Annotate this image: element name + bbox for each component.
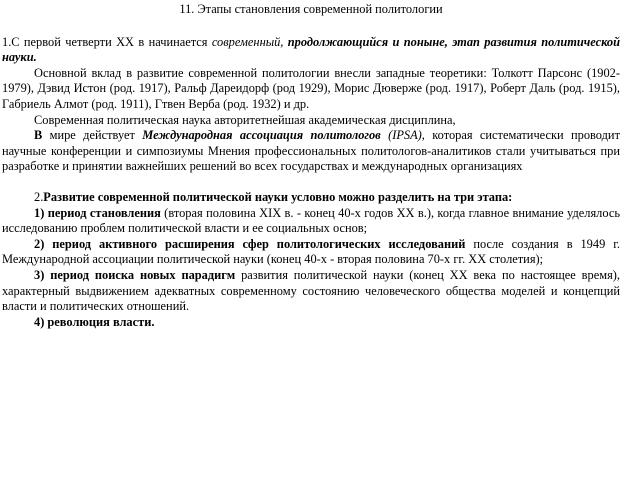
stage-2 <box>2 237 620 268</box>
section-2-title: Развитие современной политической науки условно можно разделить на три этапа: <box>43 189 513 204</box>
section-1-discipline: Современная политическая наука авторитетнейшая академическая дисциплина, <box>34 112 456 127</box>
stage-1-label: 1) период становления <box>34 205 161 220</box>
spacer <box>2 175 620 190</box>
ipsa-name: Международная ассоциация политологов <box>142 128 381 143</box>
section-2-heading <box>2 190 620 206</box>
section-2-num: 2. <box>34 189 44 204</box>
stage-3 <box>2 268 620 315</box>
stage-2-text: после создания в 1949 г. Международной ассоциации политической науки (конец 40-х - вторая половина 70-х гг. XX столетия); <box>2 236 621 267</box>
stage-3-text: развития политической науки (конец XX века по настоящее время), характерный выдвижением адекватных современному состоянию человеческого общества моделей и концепций власти и политических отношений. <box>2 267 620 314</box>
section-1-theorists: Основной вклад в развитие современной политологии внесли западные теоретики: Толкотт Парсонс (1902-1979), Дэвид Истон (род. 1917), Ральф Дареидорф (род 1929), Морис Дюверже (род. 1917), Роберт Даль (род. 1915), Габриель Алмот (род. 1911), Гтвен Верба (род. 1932) и др. <box>2 65 620 111</box>
section-1-intro <box>2 35 620 66</box>
ipsa-text-1: мире действует <box>42 128 143 143</box>
page-title: 11. Этапы становления современной политологии <box>179 2 443 16</box>
section-1-ipsa <box>2 128 620 175</box>
stage-1 <box>2 206 620 237</box>
stage-4-label: 4) революция власти. <box>34 314 155 329</box>
emphasis-ongoing-stage: продолжающийся и поныне, этап развития политической науки. <box>2 34 620 65</box>
ipsa-abbrev: (IPSA), <box>380 128 425 143</box>
ipsa-text-2: которая систематически проводит научные конференции и симпозиумы Мнения профессиональных политологов-аналитиков стали учитываться при разработке и принятии важнейших решений во всех государствах и международных организациях <box>2 128 620 174</box>
emphasis-modern: современный, <box>211 34 284 49</box>
stage-2-label: 2) период активного расширения сфер политологических исследований <box>34 236 466 251</box>
stage-4 <box>2 315 620 331</box>
stage-3-label: 3) период поиска новых парадигм <box>34 267 236 282</box>
section-1-lead: 1.С первой четверти XX в начинается <box>2 34 212 49</box>
stage-1-text: (вторая половина XIX в. - конец 40-х годов XX в.), когда главное внимание уделялось исследованию проблем политической власти и ее социальных основ; <box>2 205 620 236</box>
ipsa-lead-letter: В <box>34 128 43 143</box>
